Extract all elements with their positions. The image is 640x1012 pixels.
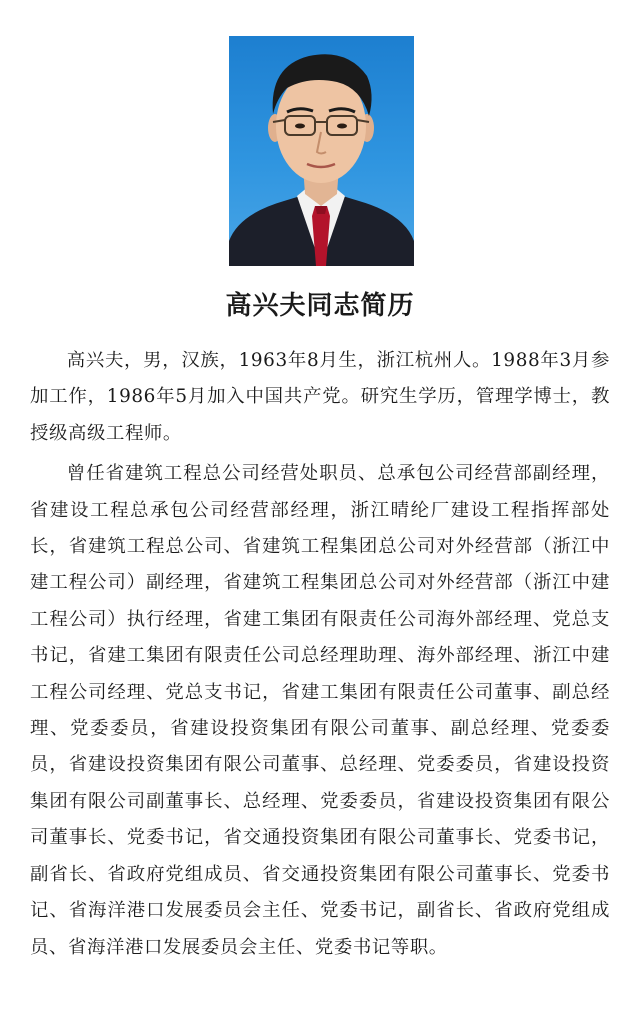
portrait-photo	[229, 36, 414, 266]
biography-text	[30, 343, 610, 966]
page-title: 高兴夫同志简历	[225, 291, 415, 321]
bio-paragraph-career: 曾任省建筑工程总公司经营处职员、总承包公司经营部副经理，省建设工程总承包公司经营部经理，浙江晴纶厂建设工程指挥部处长，省建筑工程总公司、省建筑工程集团总公司对外经营部（浙江中建工程公司）副经理，省建筑工程集团总公司对外经营部（浙江中建工程公司）执行经理，省建工集团有限责任公司海外部经理、党总支书记，省建工集团有限责任公司总经理助理、海外部经理、浙江中建工程公司经理、党总支书记，省建工集团有限责任公司董事、副总经理、党委委员，省建设投资集团有限公司董事、副总经理、党委委员，省建设投资集团有限公司董事、总经理、党委委员，省建设投资集团有限公司副董事长、总经理、党委委员，省建设投资集团有限公司董事长、党委书记，省交通投资集团有限公司董事长、党委书记，副省长、省政府党组成员、省交通投资集团有限公司董事长、党委书记、省海洋港口发展委员会主任、党委书记，副省长、省政府党组成员、省海洋港口发展委员会主任、党委书记等职。	[30, 463, 610, 958]
portrait-illustration	[229, 36, 414, 266]
bio-paragraph-basic-info: 高兴夫，男，汉族，1963年8月生，浙江杭州人。1988年3月参加工作，1986年5月加入中国共产党。研究生学历，管理学博士，教授级高级工程师。	[30, 350, 610, 444]
